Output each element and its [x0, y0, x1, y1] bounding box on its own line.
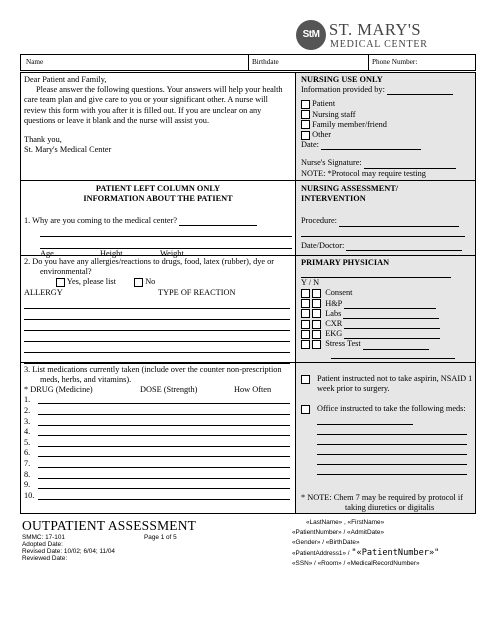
date-doctor-label: Date/Doctor: — [301, 240, 345, 250]
q1-row — [24, 216, 292, 226]
how-often-column-header: How Often — [234, 385, 272, 395]
checkbox[interactable] — [301, 131, 310, 140]
q2-options — [24, 277, 294, 287]
assessment-title-line2: INTERVENTION — [301, 194, 366, 204]
merge-line-4 — [292, 548, 488, 559]
office-meds-line[interactable] — [317, 465, 467, 475]
birthdate-field-label: Birthdate — [252, 58, 279, 66]
intro-greeting: Dear Patient and Family, — [24, 75, 107, 84]
medication-number: 8. — [24, 469, 31, 479]
intro-thanks: Thank you, — [24, 135, 62, 145]
checklist-line[interactable] — [344, 321, 440, 329]
checklist-extra-line[interactable] — [331, 350, 455, 359]
yes-checkbox[interactable] — [56, 278, 65, 287]
checklist-line[interactable] — [363, 342, 429, 350]
question-2 — [24, 257, 294, 364]
patient-title-line1: PATIENT LEFT COLUMN ONLY — [95, 184, 221, 193]
q2-text: 2. Do you have any allergies/reactions to drugs, food, latex (rubber), dye or environmental? — [24, 257, 275, 277]
logo-line1: ST. MARY'S — [329, 20, 422, 39]
office-meds-note — [301, 404, 473, 424]
medication-number: 10. — [24, 490, 35, 500]
name-field-label: Name — [26, 58, 44, 66]
info-provided-line[interactable] — [387, 87, 453, 95]
medication-number: 4. — [24, 427, 31, 437]
medication-number: 9. — [24, 480, 31, 490]
no-checkbox[interactable] — [312, 330, 321, 339]
no-checkbox[interactable] — [312, 309, 321, 318]
source-option[interactable] — [301, 130, 473, 140]
aspirin-checkbox[interactable] — [301, 375, 310, 384]
checklist-line[interactable] — [344, 331, 440, 339]
aspirin-note — [301, 374, 473, 394]
question-1 — [24, 216, 292, 259]
no-label: No — [145, 277, 156, 287]
medication-line[interactable] — [38, 448, 290, 457]
medication-row — [24, 406, 294, 417]
office-meds-line[interactable] — [317, 435, 467, 445]
medication-row — [24, 459, 294, 470]
merge-line-1: «LastName» , «FirstName» — [306, 519, 385, 526]
option-label: Family member/friend — [312, 119, 387, 129]
date-label: Date: — [301, 140, 319, 150]
q1-answer-line[interactable] — [179, 218, 257, 226]
section-divider — [20, 180, 476, 181]
allergy-line[interactable] — [24, 298, 290, 309]
intro-signoff: St. Mary's Medical Center — [24, 145, 112, 155]
no-checkbox[interactable] — [312, 289, 321, 298]
medication-row — [24, 491, 294, 502]
medication-number: 3. — [24, 416, 31, 426]
medication-rows — [24, 395, 294, 501]
medication-notes — [301, 374, 473, 475]
no-checkbox[interactable] — [312, 340, 321, 349]
procedure-row — [301, 216, 473, 226]
nursing-use-block — [301, 75, 473, 179]
age-label: Age — [40, 249, 54, 259]
yes-checkbox[interactable] — [301, 320, 310, 329]
height-label: Height — [100, 249, 123, 259]
medication-line[interactable] — [38, 406, 290, 415]
signature-line[interactable] — [364, 161, 456, 169]
checklist-item[interactable] — [301, 299, 473, 309]
checklist-label: Labs — [325, 308, 342, 318]
q3-text: 3. List medications currently taken (include over the counter non-prescription meds, herbs, and vitamins). — [24, 365, 282, 385]
yes-label: Yes, please list — [66, 277, 116, 287]
merge-line-5: «SSN» / «Room» / «MedicalRecordNumber» — [292, 560, 420, 567]
checklist-label: CXR — [325, 319, 343, 329]
date-row — [301, 140, 473, 150]
yes-no-header: Y / N — [301, 278, 320, 288]
checklist-item[interactable] — [301, 339, 473, 349]
nursing-use-title: NURSING USE ONLY — [301, 75, 383, 84]
allergy-line[interactable] — [24, 309, 290, 320]
medication-headers — [24, 385, 294, 395]
divider — [368, 55, 369, 70]
source-option[interactable] — [301, 110, 473, 120]
checklist-line[interactable] — [343, 311, 439, 319]
column-divider — [295, 72, 296, 514]
form-number: SMMC: 17-101 — [22, 534, 65, 541]
checklist-label: Stress Test — [325, 339, 361, 349]
assessment-title-line1: NURSING ASSESSMENT/ — [301, 184, 399, 193]
merge-line-2: «PatientNumber» / «AdmitDate» — [292, 529, 385, 536]
checklist-item[interactable] — [301, 329, 473, 339]
allergy-line[interactable] — [24, 320, 290, 331]
date-doctor-line[interactable] — [346, 243, 462, 251]
checklist-label: H&P — [325, 298, 342, 308]
intro-block — [24, 75, 292, 155]
allergy-column-header: ALLERGY — [24, 287, 63, 297]
date-line[interactable] — [321, 142, 421, 150]
no-checkbox[interactable] — [134, 278, 143, 287]
medication-line[interactable] — [38, 395, 290, 404]
reaction-column-header: TYPE OF REACTION — [158, 287, 236, 297]
medication-row — [24, 448, 294, 459]
office-meds-line[interactable] — [317, 445, 467, 455]
top-fields-row — [20, 54, 476, 71]
barcode-field: "«PatientNumber»" — [351, 548, 440, 558]
phone-field-label: Phone Number: — [372, 58, 418, 66]
dose-column-header: DOSE (Strength) — [140, 385, 198, 395]
office-meds-text: Office instructed to take the following meds: — [317, 404, 466, 414]
medication-line[interactable] — [38, 459, 290, 468]
q1-text: 1. Why are you coming to the medical center? — [24, 216, 178, 225]
yes-checkbox[interactable] — [301, 299, 310, 308]
form-title: OUTPATIENT ASSESSMENT — [22, 518, 197, 533]
revised-date: Revised Date: 10/02; 6/04; 11/04 — [22, 548, 115, 555]
patient-title-line2: INFORMATION ABOUT THE PATIENT — [83, 194, 233, 204]
medication-row — [24, 480, 294, 491]
checkbox[interactable] — [301, 110, 310, 119]
no-checkbox[interactable] — [312, 299, 321, 308]
medication-line[interactable] — [38, 470, 290, 479]
allergy-line[interactable] — [24, 331, 290, 342]
medication-line[interactable] — [38, 427, 290, 436]
question-3 — [24, 365, 294, 501]
medication-row — [24, 438, 294, 449]
checklist-label: Consent — [325, 288, 353, 298]
checklist-item[interactable] — [301, 319, 473, 329]
yes-checkbox[interactable] — [301, 309, 310, 318]
merge-line-3: «Gender» / «BirthDate» — [292, 539, 360, 546]
signature-label: Nurse's Signature: — [301, 158, 362, 168]
office-meds-line[interactable] — [317, 425, 467, 435]
info-provided-label: Information provided by: — [301, 85, 385, 95]
aspirin-note-text: Patient instructed not to take aspirin, NSAID 1 week prior to surgery. — [317, 374, 473, 394]
checklist-item[interactable] — [301, 309, 473, 319]
weight-label: Weight — [160, 249, 184, 259]
option-label: Patient — [312, 99, 336, 109]
patient-label-fields — [292, 518, 488, 569]
checklist-label: EKG — [325, 329, 343, 339]
yes-checkbox[interactable] — [301, 330, 310, 339]
logo-line2: MEDICAL CENTER — [330, 39, 428, 50]
merge-line-4a: «PatientAddress1» / — [292, 550, 350, 557]
checklist-item[interactable] — [301, 288, 473, 298]
medication-line[interactable] — [38, 480, 290, 489]
medication-line[interactable] — [38, 438, 290, 447]
medication-number: 1. — [24, 395, 31, 405]
patient-column-title — [24, 184, 292, 204]
divider — [248, 55, 249, 70]
procedure-line[interactable] — [339, 219, 459, 227]
option-label: Other — [312, 130, 331, 140]
logo — [296, 18, 466, 52]
checkbox[interactable] — [301, 100, 310, 109]
office-meds-line[interactable] — [317, 455, 467, 465]
checklist-line[interactable] — [344, 301, 436, 309]
allergy-headers — [24, 288, 294, 298]
intro-body: Please answer the following questions. Your answers will help your health care team plan and give care to you or your significant other. A nurse will review this form with you after it is filled out. If you are unclear on any questions or leave it blank and the nurse will assist you. — [24, 85, 283, 125]
q1-answer-line-3[interactable] — [40, 237, 292, 249]
medication-line[interactable] — [38, 491, 290, 500]
medication-line[interactable] — [38, 417, 290, 426]
adopted-date: Adopted Date: — [22, 541, 63, 548]
chem7-note: * NOTE: Chem 7 may be required by protocol if taking diuretics or digitalis — [301, 493, 463, 513]
office-meds-line[interactable] — [317, 417, 413, 425]
signature-row — [301, 158, 473, 168]
medication-number: 5. — [24, 437, 31, 447]
reviewed-date: Reviewed Date: — [22, 555, 68, 562]
physician-block — [301, 258, 473, 359]
page-number: Page 1 of 5 — [144, 534, 177, 541]
info-provided-row — [301, 85, 473, 95]
yes-checkbox[interactable] — [301, 289, 310, 298]
procedure-label: Procedure: — [301, 216, 337, 226]
assessment-block — [301, 184, 473, 251]
office-meds-checkbox[interactable] — [301, 405, 310, 414]
medication-number: 2. — [24, 406, 31, 415]
physician-name-line[interactable] — [301, 268, 451, 278]
source-option[interactable] — [301, 120, 473, 130]
no-checkbox[interactable] — [312, 320, 321, 329]
protocol-note: NOTE: *Protocol may require testing — [301, 168, 426, 178]
yes-checkbox[interactable] — [301, 340, 310, 349]
checkbox[interactable] — [301, 120, 310, 129]
date-doctor-row — [301, 241, 473, 251]
medication-row — [24, 427, 294, 438]
medication-row — [24, 395, 294, 406]
option-label: Nursing staff — [312, 109, 356, 119]
q1-answer-line-2[interactable] — [40, 226, 292, 237]
physician-title: PRIMARY PHYSICIAN — [301, 258, 390, 267]
drug-column-header: * DRUG (Medicine) — [24, 385, 93, 395]
allergy-line[interactable] — [24, 353, 290, 364]
allergy-line[interactable] — [24, 342, 290, 353]
source-option[interactable] — [301, 99, 473, 109]
medication-row — [24, 417, 294, 428]
medication-number: 6. — [24, 448, 31, 458]
logo-mark: StM — [296, 20, 326, 50]
medication-row — [24, 470, 294, 481]
procedure-line-2[interactable] — [301, 227, 465, 237]
medication-number: 7. — [24, 458, 31, 468]
